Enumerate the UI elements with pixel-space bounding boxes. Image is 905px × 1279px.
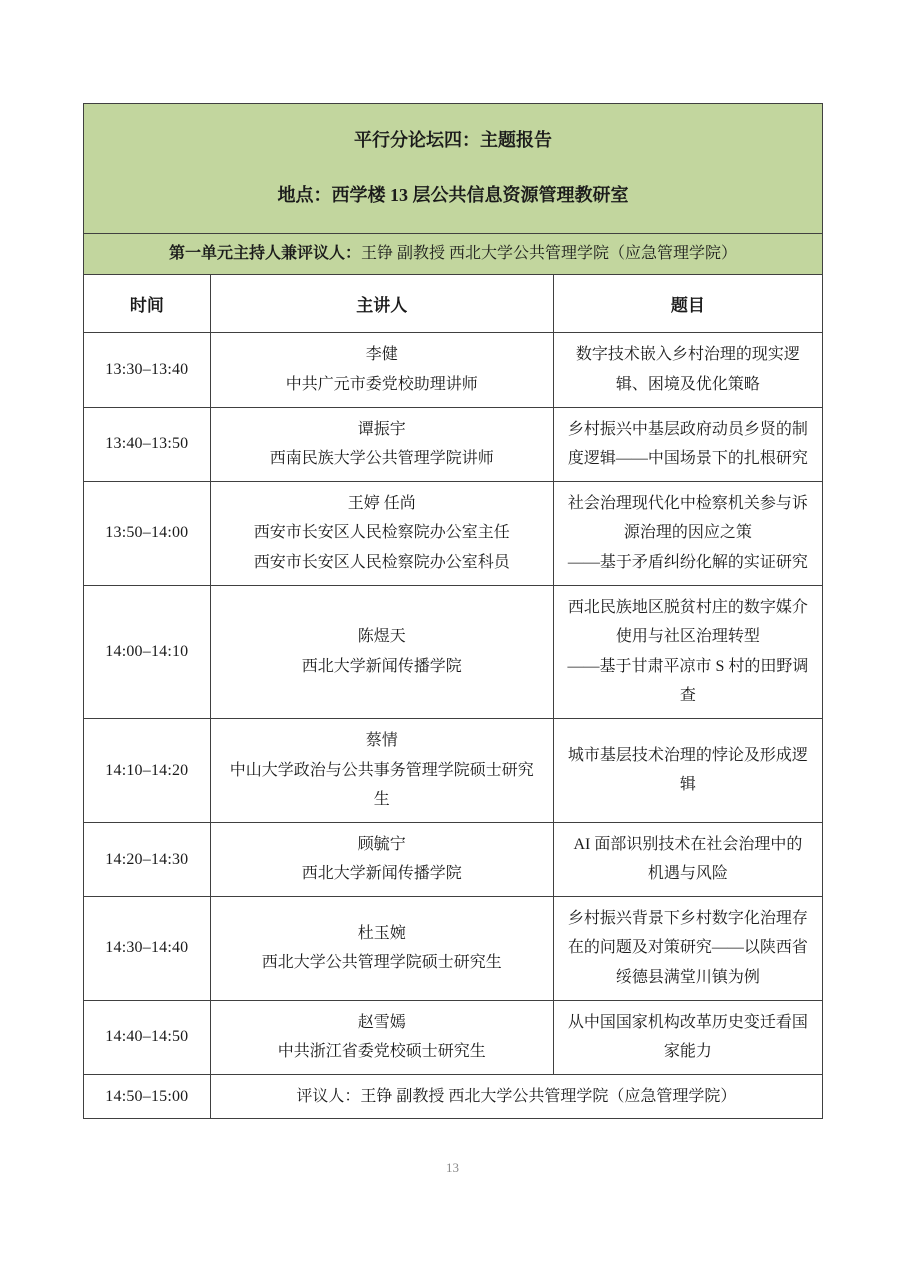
speaker-cell xyxy=(210,407,553,481)
speaker-line: 西安市长安区人民检察院办公室科员 xyxy=(253,553,510,571)
forum-location: 地点：西学楼 13 层公共信息资源管理教研室 xyxy=(277,185,629,205)
unit-presider-label: 第一单元主持人兼评议人： xyxy=(168,245,361,262)
page-number: 13 xyxy=(446,1160,459,1175)
topic-paragraph: 西北民族地区脱贫村庄的数字媒介使用与社区治理转型 xyxy=(567,598,808,646)
speaker-line: 杜玉婉 xyxy=(357,924,406,942)
review-cell: 评议人：王铮 副教授 西北大学公共管理学院（应急管理学院） xyxy=(210,1074,822,1118)
speaker-line: 中共浙江省委党校硕士研究生 xyxy=(277,1043,486,1061)
topic-paragraph: 乡村振兴背景下乡村数字化治理存在的问题及对策研究——以陕西省绥德县满堂川镇为例 xyxy=(567,909,808,987)
time-cell: 14:10–14:20 xyxy=(84,718,210,822)
forum-schedule xyxy=(83,103,823,1119)
col-header-topic: 题目 xyxy=(553,275,822,333)
speaker-cell xyxy=(210,718,553,822)
topic-cell xyxy=(553,585,822,718)
topic-cell xyxy=(553,718,822,822)
topic-paragraph: ——基于矛盾纠纷化解的实证研究 xyxy=(567,553,808,571)
time-cell: 14:30–14:40 xyxy=(84,896,210,1000)
speaker-line: 李健 xyxy=(365,346,398,364)
time-cell: 14:40–14:50 xyxy=(84,1000,210,1074)
topic-cell xyxy=(553,822,822,896)
col-header-time: 时间 xyxy=(84,275,210,333)
schedule-row xyxy=(84,481,822,585)
speaker-cell xyxy=(210,822,553,896)
schedule-row xyxy=(84,333,822,407)
table-header-row xyxy=(84,275,822,333)
schedule-row xyxy=(84,718,822,822)
speaker-line: 赵雪嫣 xyxy=(357,1013,406,1031)
schedule-row xyxy=(84,407,822,481)
time-cell: 13:30–13:40 xyxy=(84,333,210,407)
forum-title-block xyxy=(84,104,822,233)
schedule-row xyxy=(84,822,822,896)
speaker-cell xyxy=(210,585,553,718)
topic-cell xyxy=(553,1000,822,1074)
topic-paragraph: ——基于甘肃平凉市 S 村的田野调查 xyxy=(567,657,809,705)
topic-paragraph: 城市基层技术治理的悖论及形成逻辑 xyxy=(567,746,808,794)
topic-paragraph: 数字技术嵌入乡村治理的现实逻辑、困境及优化策略 xyxy=(575,346,800,393)
speaker-line: 谭振宇 xyxy=(357,420,406,438)
review-row xyxy=(84,1074,822,1118)
speaker-line: 蔡情 xyxy=(365,731,398,749)
speaker-line: 陈煜天 xyxy=(357,628,406,646)
time-cell: 13:40–13:50 xyxy=(84,407,210,481)
speaker-line: 西北大学新闻传播学院 xyxy=(301,865,462,883)
topic-paragraph: 社会治理现代化中检察机关参与诉源治理的因应之策 xyxy=(567,494,808,542)
col-header-speaker: 主讲人 xyxy=(210,275,553,333)
speaker-line: 西安市长安区人民检察院办公室主任 xyxy=(253,524,510,542)
topic-cell xyxy=(553,333,822,407)
time-cell: 14:00–14:10 xyxy=(84,585,210,718)
time-cell: 14:50–15:00 xyxy=(84,1074,210,1118)
topic-cell xyxy=(553,896,822,1000)
speaker-line: 王婷 任尚 xyxy=(347,494,416,512)
topic-cell xyxy=(553,407,822,481)
topic-paragraph: 乡村振兴中基层政府动员乡贤的制度逻辑——中国场景下的扎根研究 xyxy=(567,420,808,468)
topic-cell xyxy=(553,481,822,585)
topic-paragraph: 从中国国家机构改革历史变迁看国家能力 xyxy=(567,1013,808,1061)
time-cell: 14:20–14:30 xyxy=(84,822,210,896)
unit-presider-row xyxy=(84,233,822,274)
schedule-table xyxy=(84,274,822,1118)
speaker-line: 顾毓宁 xyxy=(357,835,406,853)
speaker-cell xyxy=(210,481,553,585)
schedule-row xyxy=(84,585,822,718)
speaker-cell xyxy=(210,896,553,1000)
speaker-line: 西北大学新闻传播学院 xyxy=(301,657,462,675)
unit-presider-value: 王铮 副教授 西北大学公共管理学院（应急管理学院） xyxy=(361,245,738,262)
schedule-row xyxy=(84,896,822,1000)
speaker-cell xyxy=(210,1000,553,1074)
speaker-line: 中共广元市委党校助理讲师 xyxy=(285,375,478,393)
topic-paragraph: AI 面部识别技术在社会治理中的机遇与风险 xyxy=(573,835,803,883)
speaker-line: 中山大学政治与公共事务管理学院硕士研究生 xyxy=(229,761,534,809)
speaker-cell xyxy=(210,333,553,407)
forum-title: 平行分论坛四：主题报告 xyxy=(354,130,552,150)
speaker-line: 西北大学公共管理学院硕士研究生 xyxy=(261,954,502,972)
speaker-line: 西南民族大学公共管理学院讲师 xyxy=(269,450,494,468)
time-cell: 13:50–14:00 xyxy=(84,481,210,585)
schedule-row xyxy=(84,1000,822,1074)
